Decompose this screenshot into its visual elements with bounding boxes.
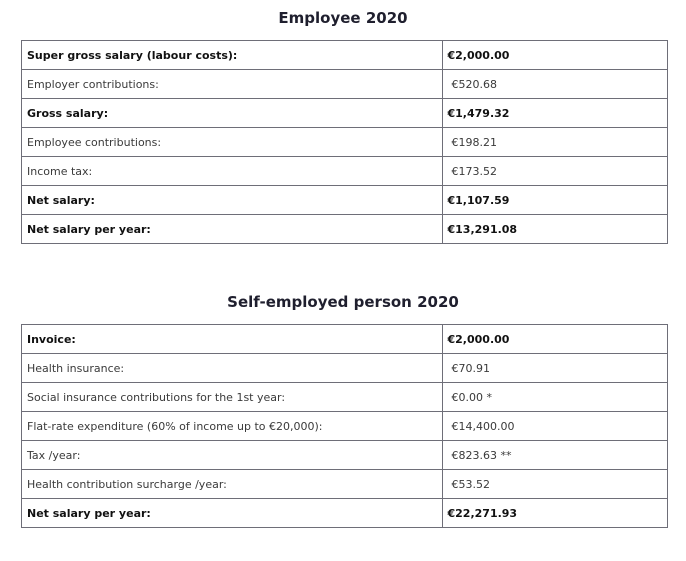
table-row (22, 70, 668, 99)
row-label: Flat-rate expenditure (60% of income up to €20,000): (22, 412, 443, 441)
self-employed-salary-table (21, 324, 668, 528)
table-row (22, 157, 668, 186)
row-value: €22,271.93 (442, 499, 668, 528)
row-value: €13,291.08 (442, 215, 668, 244)
table-row (22, 441, 668, 470)
employee-table-title: Employee 2020 (278, 9, 408, 27)
table-row (22, 186, 668, 215)
row-value: €2,000.00 (442, 325, 668, 354)
row-label: Employee contributions: (22, 128, 443, 157)
self-employed-table-title: Self-employed person 2020 (227, 293, 459, 311)
table-row (22, 499, 668, 528)
row-value: €173.52 (442, 157, 668, 186)
table-row (22, 41, 668, 70)
row-value: €70.91 (442, 354, 668, 383)
row-value: €1,479.32 (442, 99, 668, 128)
row-label: Social insurance contributions for the 1st year: (22, 383, 443, 412)
row-value: €198.21 (442, 128, 668, 157)
row-value: €53.52 (442, 470, 668, 499)
table-row (22, 99, 668, 128)
employee-salary-table (21, 40, 668, 244)
row-value: €2,000.00 (442, 41, 668, 70)
row-label: Tax /year: (22, 441, 443, 470)
row-label: Health insurance: (22, 354, 443, 383)
row-label: Income tax: (22, 157, 443, 186)
row-label: Net salary: (22, 186, 443, 215)
row-label: Net salary per year: (22, 215, 443, 244)
row-label: Health contribution surcharge /year: (22, 470, 443, 499)
table-row (22, 128, 668, 157)
table-row (22, 383, 668, 412)
row-value: €0.00 * (442, 383, 668, 412)
row-value: €14,400.00 (442, 412, 668, 441)
row-value: €823.63 ** (442, 441, 668, 470)
table-row (22, 325, 668, 354)
row-label: Super gross salary (labour costs): (22, 41, 443, 70)
row-label: Net salary per year: (22, 499, 443, 528)
row-value: €520.68 (442, 70, 668, 99)
table-row (22, 215, 668, 244)
table-row (22, 470, 668, 499)
table-row (22, 354, 668, 383)
row-label: Invoice: (22, 325, 443, 354)
row-label: Employer contributions: (22, 70, 443, 99)
table-row (22, 412, 668, 441)
row-value: €1,107.59 (442, 186, 668, 215)
row-label: Gross salary: (22, 99, 443, 128)
